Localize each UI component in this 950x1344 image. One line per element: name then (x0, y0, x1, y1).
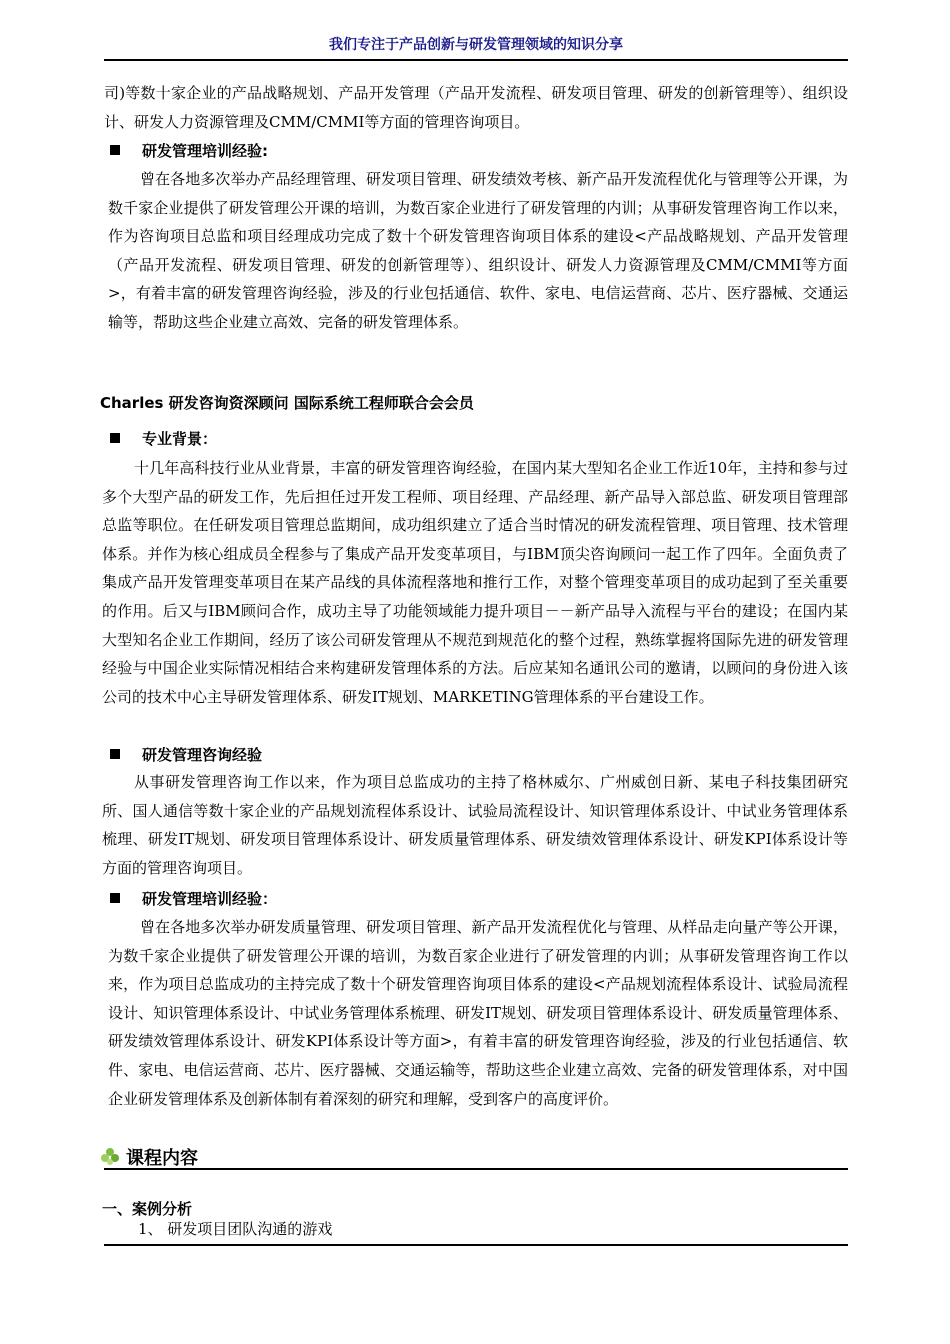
training1-label: 研发管理培训经验: (142, 142, 268, 160)
course-divider (104, 1168, 848, 1170)
training2-label: 研发管理培训经验： (142, 890, 278, 908)
training1-paragraph: 曾在各地多次举办产品经理管理、研发项目管理、研发绩效考核、新产品开发流程优化与管理等公开课，为数千家企业提供了研发管理公开课的培训，为数百家企业进行了研发管理的内训；从事研发管理咨询工作以来，作为咨询项目总监和项目经理成功完成了数十个研发管理咨询项目体系的建设<产品战略规划、产品开发管理（产品开发流程、研发项目管理、研发的创新管理等）、组织设计、研发人力资源管理及CMM/CMMI等方面>，有着丰富的研发管理咨询经验，涉及的行业包括通信、软件、家电、电信运营商、芯片、医疗器械、交通运输等，帮助这些企业建立高效、完备的研发管理体系。 (108, 170, 848, 331)
consultant-title: Charles 研发咨询资深顾问 国际系统工程师联合会会员 (100, 394, 474, 412)
clover-icon (100, 1147, 120, 1167)
training2-heading (110, 887, 277, 911)
background-paragraph: 十几年高科技行业从业背景，丰富的研发管理咨询经验，在国内某大型知名企业工作近10年，主持和参与过多个大型产品的研发工作，先后担任过开发工程师、项目经理、产品经理、新产品导入部总监、研发项目管理部总监等职位。在任研发项目管理总监期间，成功组织建立了适合当时情况的研发流程管理、项目管理、技术管理体系。并作为核心组成员全程参与了集成产品开发变革项目，与IBM顶尖咨询顾问一起工作了四年。全面负责了集成产品开发管理变革项目在某产品线的具体流程落地和推行工作，对整个管理变革项目的成功起到了至关重要的作用。后又与IBM顾问合作，成功主导了功能领域能力提升项目－－新产品导入流程与平台的建设；在国内某大型知名企业工作期间，经历了该公司研发管理从不规范到规范化的整个过程，熟练掌握将国际先进的研发管理经验与中国企业实际情况相结合来构建研发管理体系的方法。后应某知名通讯公司的邀请，以顾问的身份进入该公司的技术中心主导研发管理体系、研发IT规划、MARKETING管理体系的平台建设工作。 (102, 459, 848, 706)
training1-heading (110, 139, 268, 163)
page-header: 我们专注于产品创新与研发管理领域的知识分享 (329, 37, 623, 53)
training2-paragraph: 曾在各地多次举办研发质量管理、研发项目管理、新产品开发流程优化与管理、从样品走向量产等公开课，为数千家企业提供了研发管理公开课的培训，为数百家企业进行了研发管理的内训；从事研发管理咨询工作以来，作为项目总监成功的主持完成了数十个研发管理咨询项目体系的建设<产品规划流程体系设计、试验局流程设计、知识管理体系设计、中试业务管理体系梳理、研发IT规划、研发项目管理体系设计、研发质量管理体系、研发绩效管理体系设计、研发KPI体系设计等方面>，有着丰富的研发管理咨询经验，涉及的行业包括通信、软件、家电、电信运营商、芯片、医疗器械、交通运输等，帮助这些企业建立高效、完备的研发管理体系，对中国企业研发管理体系及创新体制有着深刻的研究和理解，受到客户的高度评价。 (108, 918, 848, 1108)
background-label: 专业背景： (142, 430, 218, 448)
case-item: 1、 研发项目团队沟通的游戏 (138, 1220, 333, 1238)
consulting-heading (110, 743, 262, 767)
header-divider (104, 59, 848, 61)
consulting-label: 研发管理咨询经验 (142, 746, 263, 764)
bullet-square-icon (110, 145, 120, 155)
bullet-square-icon (110, 433, 120, 443)
bullet-square-icon (110, 749, 120, 759)
case-section-title: 一、案例分析 (102, 1200, 193, 1218)
course-heading (100, 1144, 198, 1170)
consulting-paragraph: 从事研发管理咨询工作以来，作为项目总监成功的主持了格林威尔、广州威创日新、某电子科技集团研究所、国人通信等数十家企业的产品规划流程体系设计、试验局流程设计、知识管理体系设计、中试业务管理体系梳理、研发IT规划、研发项目管理体系设计、研发质量管理体系、研发绩效管理体系设计、研发KPI体系设计等方面的管理咨询项目。 (102, 773, 848, 877)
bullet-square-icon (110, 893, 120, 903)
course-heading-label: 课程内容 (126, 1148, 198, 1169)
bottom-divider (104, 1244, 848, 1246)
intro-paragraph: 司)等数十家企业的产品战略规划、产品开发管理（产品开发流程、研发项目管理、研发的创新管理等）、组织设计、研发人力资源管理及CMM/CMMI等方面的管理咨询项目。 (104, 84, 848, 131)
background-heading (110, 427, 217, 451)
